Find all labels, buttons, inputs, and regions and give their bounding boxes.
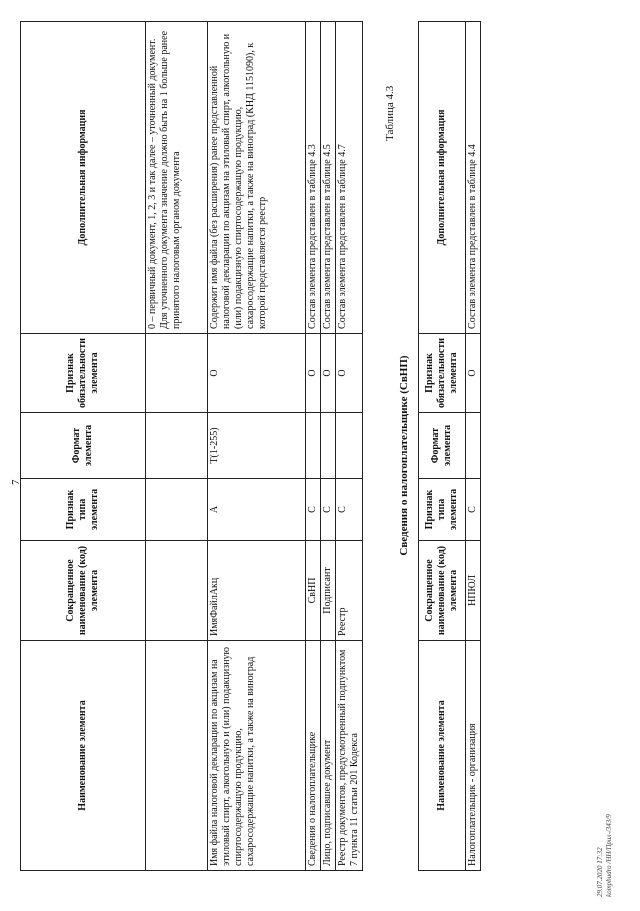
cell-required: О [306,333,321,412]
cell-code: СвНП [306,541,321,641]
elements-table [20,21,363,871]
cell-format [146,413,208,479]
cell-type [146,479,208,541]
cell-type: С [466,479,481,541]
header-element-name: Наименование элемента [419,641,466,871]
cell-code: Подписант [321,541,336,641]
table-header-row [419,22,466,871]
taxpayer-info-table [418,21,481,871]
cell-name: Имя файла налоговой декларации по акцизам на этиловый спирт, алкогольную и (или) подакцизную спиртосодержащую продукцию, сахаросодержащие напитки, а также на виноград [208,641,306,871]
cell-name [146,641,208,871]
cell-type: С [336,479,363,541]
cell-info: Содержит имя файла (без расширения) ранее представленной налоговой декларации по акцизам на этиловый спирт, алкогольную и (или) подакцизную спиртосодержащую продукцию, сахаросодержащие напитки, а также на виноград (КНД 1151090), к которой представляется реестр [208,22,306,334]
cell-code: ИмяФайлАкц [208,541,306,641]
cell-required [146,333,208,412]
header-element-code: Сокращенное наименование (код) элемента [21,541,146,641]
cell-info: 0 – первичный документ, 1, 2, 3 и так далее – уточненный документ. Для уточненного документа значение должно быть на 1 больше ранее принятого налоговым органом документа [146,22,208,334]
cell-name: Сведения о налогоплательщике [306,641,321,871]
cell-code [146,541,208,641]
print-stamp [596,814,614,897]
header-element-required: Признак обязательности элемента [419,333,466,412]
cell-format [306,413,321,479]
header-element-format: Формат элемента [21,413,146,479]
table-row [321,22,336,871]
header-element-code: Сокращенное наименование (код) элемента [419,541,466,641]
table-row [466,22,481,871]
cell-info: Состав элемента представлен в таблице 4.4 [466,22,481,334]
cell-code: НПЮЛ [466,541,481,641]
header-element-type: Признак типа элемента [419,479,466,541]
table-number-label: Таблица 4.3 [384,85,396,141]
cell-format [321,413,336,479]
cell-type: А [208,479,306,541]
header-additional-info: Дополнительная информация [21,22,146,334]
table-row [306,22,321,871]
cell-format [336,413,363,479]
page-number: 7 [10,479,22,485]
cell-name: Налогоплательщик - организация [466,641,481,871]
cell-required: О [466,333,481,412]
table-header-row [21,22,146,871]
cell-format: T(1-255) [208,413,306,479]
print-stamp-date: 29.07.2020 17:32 [596,847,604,897]
table-row [336,22,363,871]
cell-info: Состав элемента представлен в таблице 4.7 [336,22,363,334]
header-additional-info: Дополнительная информация [419,22,466,334]
cell-format [466,413,481,479]
cell-name: Реестр документов, предусмотренный подпунктом 7 пункта 11 статьи 201 Кодекса [336,641,363,871]
header-element-required: Признак обязательности элемента [21,333,146,412]
cell-name: Лицо, подписавшее документ [321,641,336,871]
cell-required: О [321,333,336,412]
cell-type: С [306,479,321,541]
print-stamp-path: kompbudro /НН/Прил-/343/9 [605,814,613,897]
header-element-name: Наименование элемента [21,641,146,871]
cell-code: Реестр [336,541,363,641]
header-element-format: Формат элемента [419,413,466,479]
table-row [146,22,208,871]
cell-type: С [321,479,336,541]
cell-info: Состав элемента представлен в таблице 4.5 [321,22,336,334]
cell-required: О [336,333,363,412]
header-element-type: Признак типа элемента [21,479,146,541]
table-row [208,22,306,871]
cell-required: О [208,333,306,412]
cell-info: Состав элемента представлен в таблице 4.3 [306,22,321,334]
table-title: Сведения о налогоплательщике (СвНП) [398,355,410,556]
